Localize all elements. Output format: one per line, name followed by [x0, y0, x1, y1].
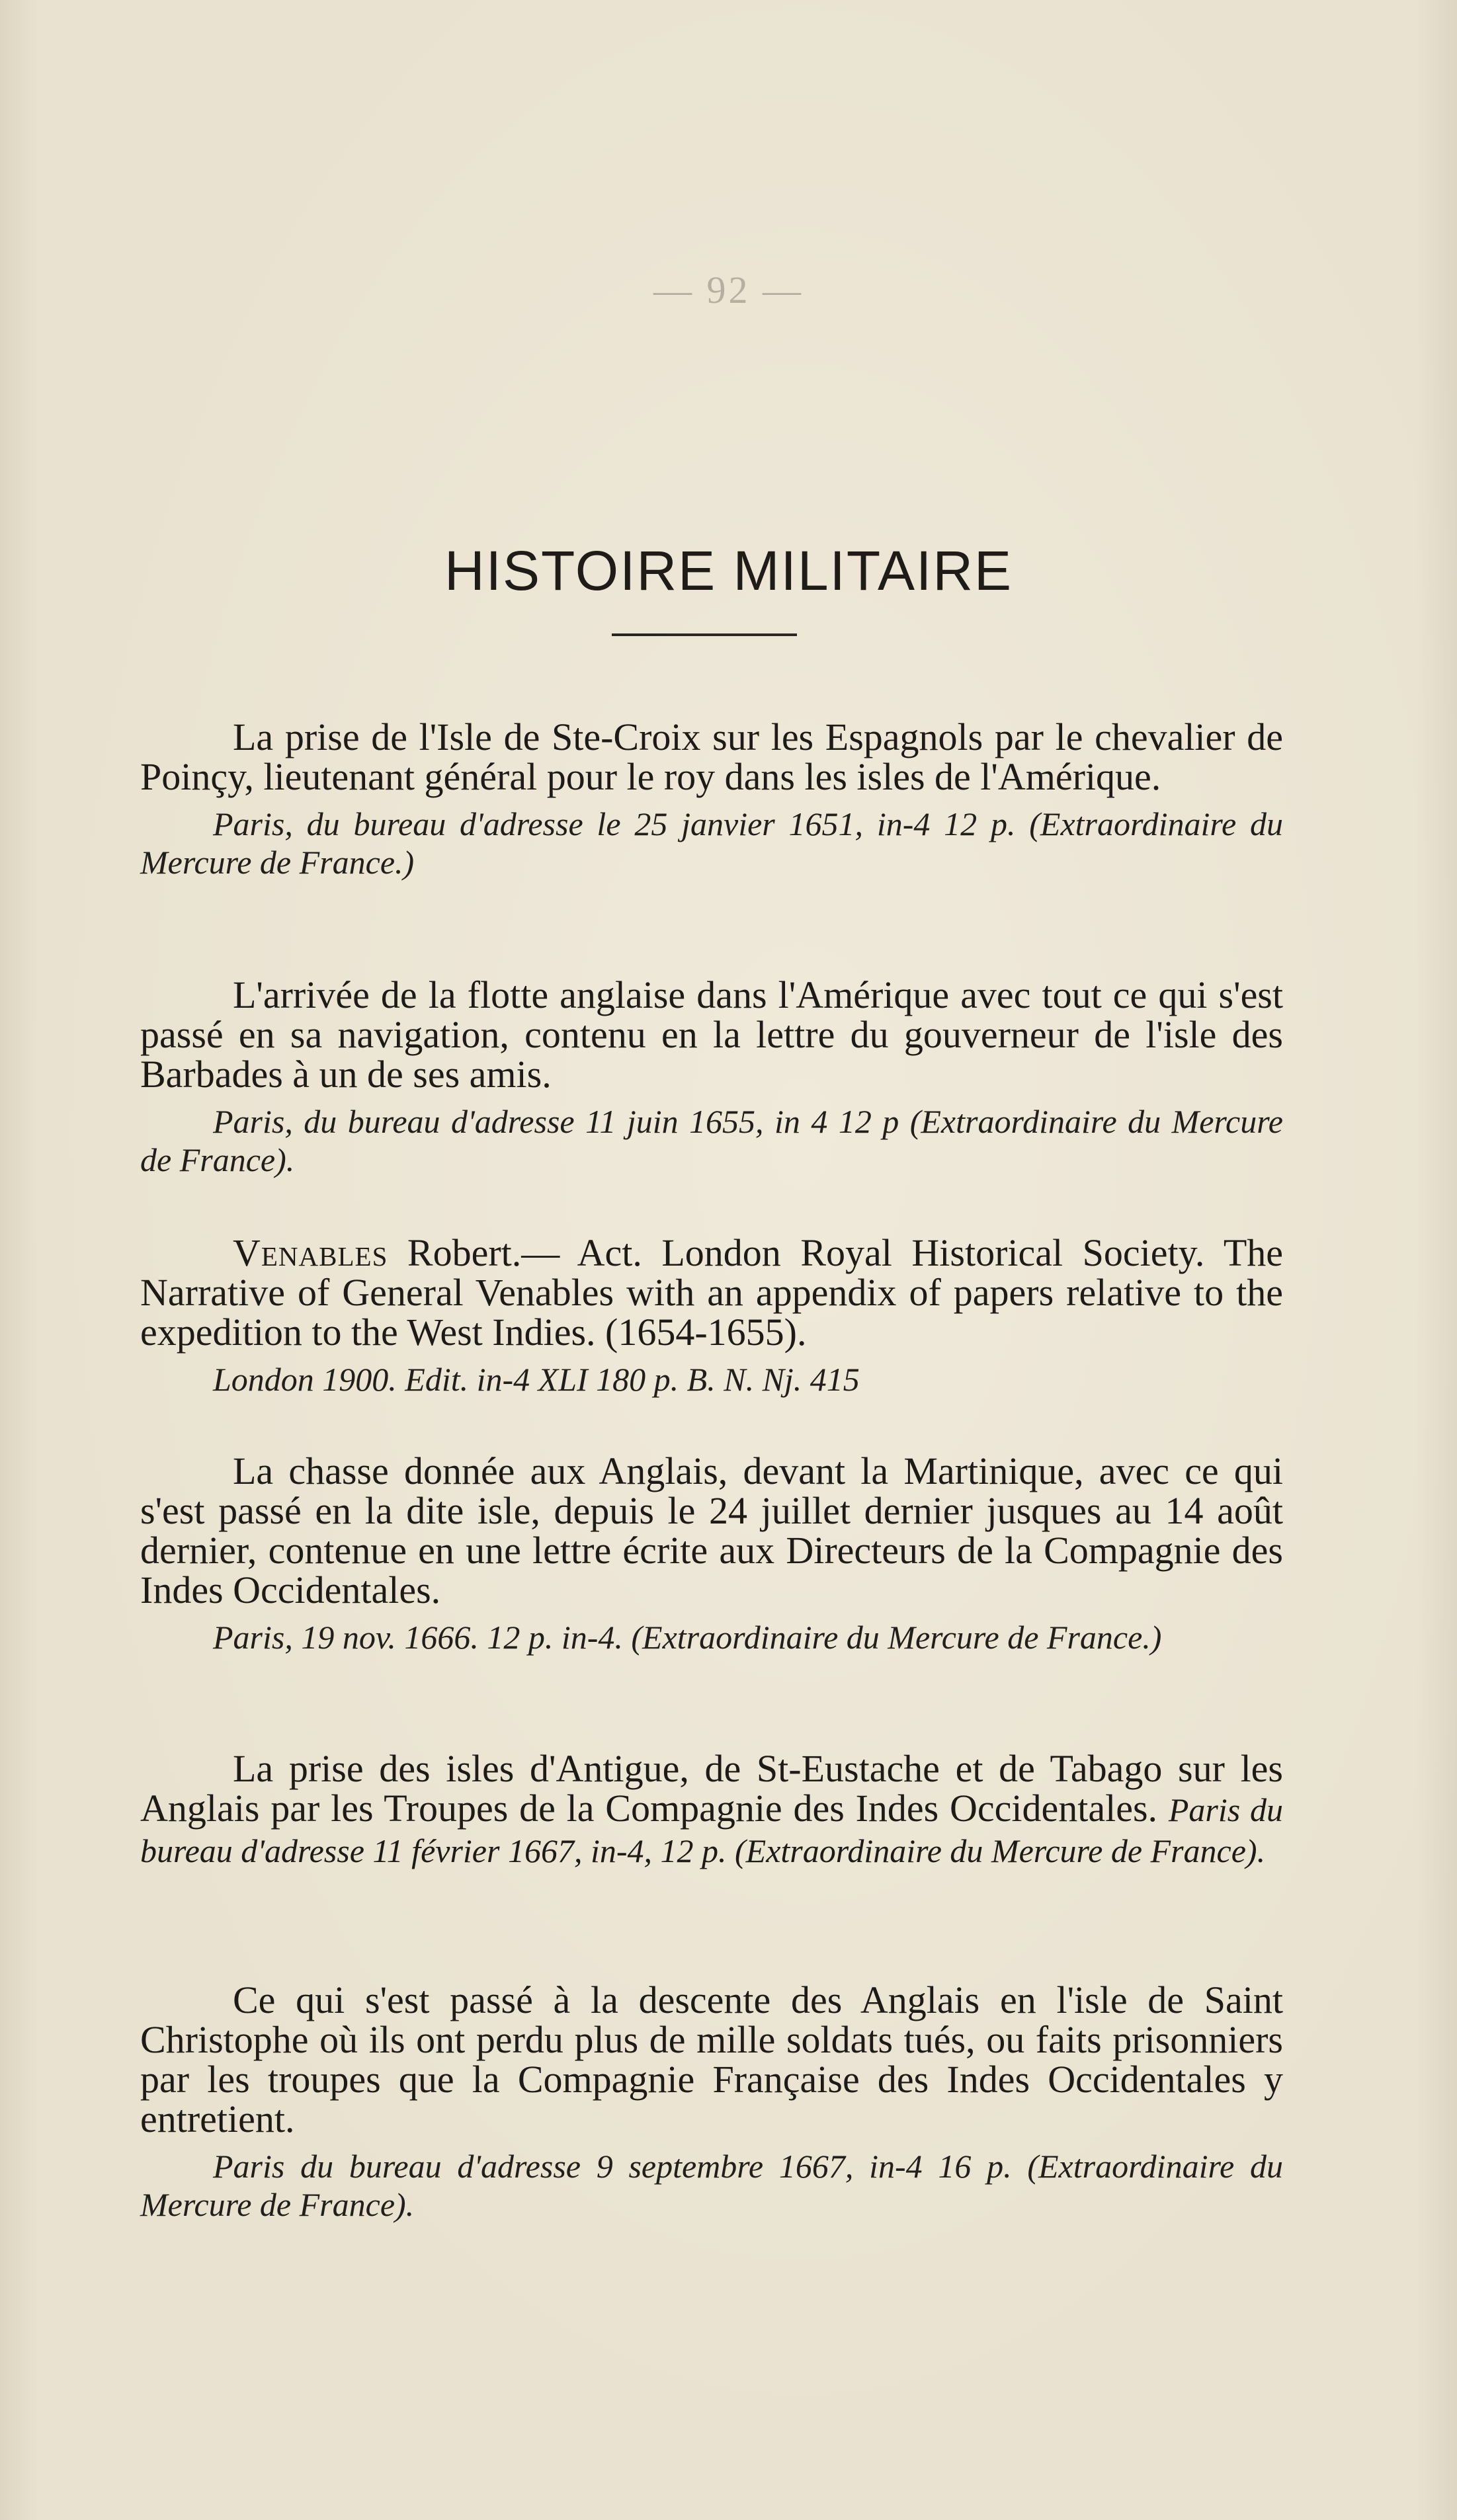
entry-imprint: Paris, du bureau d'adresse 11 juin 1655, in 4 12 p (Extraordinaire du Mercure de France). [140, 1103, 1283, 1178]
page-number: — 92 — [653, 268, 804, 311]
entry-description: La chasse donnée aux Anglais, devant la Martinique, avec ce qui s'est passé en la dite isle, depuis le 24 juillet dernier jusques au 14 août dernier, contenue en une lettre écrite aux Directeurs de la Compagnie des Indes Occidentales. [140, 1449, 1283, 1611]
entry-description: Robert.— Act. London Royal Historical Society. The Narrative of General Venables with an appendix of papers relative to the expedition to the West Indies. (1654-1655). [140, 1231, 1283, 1354]
entry-description: La prise de l'Isle de Ste-Croix sur les Espagnols par le chevalier de Poinçy, lieutenant général pour le roy dans les isles de l'Amérique. [140, 715, 1283, 798]
bibliography-entry [140, 1233, 1283, 1399]
entry-imprint: Paris du bureau d'adresse 11 février 1667, in-4, 12 p. (Extraordinaire du Mercure de France). [140, 1791, 1283, 1869]
bibliography-entry [140, 1749, 1283, 1871]
entry-text [140, 1233, 1283, 1352]
entry-description: L'arrivée de la flotte anglaise dans l'Amérique avec tout ce qui s'est passé en sa navigation, contenu en la lettre du gouverneur de l'isle des Barbades à un de ses amis. [140, 973, 1283, 1096]
entry-imprint: Paris, 19 nov. 1666. 12 p. in-4. (Extraordinaire du Mercure de France.) [213, 1619, 1162, 1656]
title-rule [612, 633, 797, 636]
bibliography-entry [140, 1980, 1283, 2224]
bibliography-entry [140, 1451, 1283, 1656]
entry-description: La prise des isles d'Antigue, de St-Eustache et de Tabago sur les Anglais par les Troupes de la Compagnie des Indes Occidentales. [140, 1747, 1283, 1830]
entry-author: Venables [233, 1231, 388, 1274]
bibliography-entry [140, 717, 1283, 881]
entry-imprint: Paris, du bureau d'adresse le 25 janvier 1651, in-4 12 p. (Extraordinaire du Mercure de France.) [140, 805, 1283, 881]
entry-imprint: Paris du bureau d'adresse 9 septembre 1667, in-4 16 p. (Extraordinaire du Mercure de France). [140, 2148, 1283, 2223]
entry-description: Ce qui s'est passé à la descente des Anglais en l'isle de Saint Christophe où ils ont perdu plus de mille soldats tués, ou faits prisonniers par les troupes que la Compagnie Française des Indes Occidentales y entretient. [140, 1978, 1283, 2140]
entry-imprint: London 1900. Edit. in-4 XLI 180 p. B. N. Nj. 415 [213, 1361, 860, 1398]
section-title: HISTOIRE MILITAIRE [444, 540, 1013, 602]
entry-text [140, 1749, 1283, 1871]
bibliography-entry [140, 975, 1283, 1179]
